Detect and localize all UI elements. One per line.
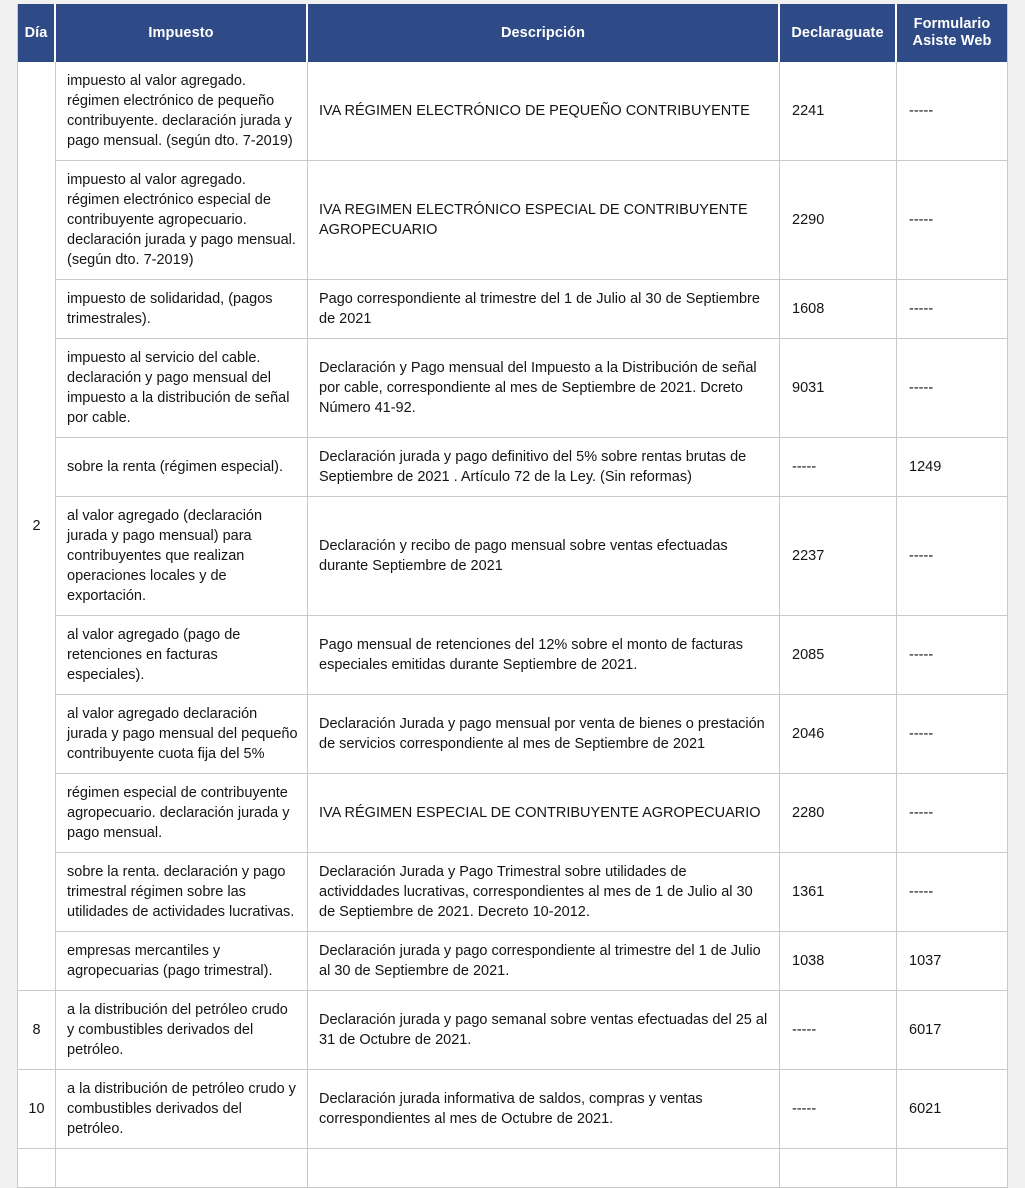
declaraguate-cell: 1038: [780, 932, 897, 991]
impuesto-cell: impuesto al valor agregado. régimen electrónico especial de contribuyente agropecuario. declaración jurada y pago mensual. (según dto. 7-2019): [56, 161, 308, 280]
impuesto-cell: sobre la renta. declaración y pago trimestral régimen sobre las utilidades de actividades lucrativas.: [56, 853, 308, 932]
descripcion-cell: IVA RÉGIMEN ELECTRÓNICO DE PEQUEÑO CONTRIBUYENTE: [308, 62, 780, 161]
formulario-cell: -----: [897, 497, 1007, 616]
table-row-partial: [18, 1149, 1007, 1188]
formulario-cell: -----: [897, 853, 1007, 932]
formulario-cell: -----: [897, 280, 1007, 339]
declaraguate-cell: 2046: [780, 695, 897, 774]
calendar-table-container: [17, 4, 1008, 1188]
column-header-formulario-line1: Formulario: [913, 16, 991, 33]
declaraguate-cell: 2237: [780, 497, 897, 616]
impuesto-cell: a la distribución del petróleo crudo y combustibles derivados del petróleo.: [56, 991, 308, 1070]
impuesto-cell: impuesto de solidaridad, (pagos trimestrales).: [56, 280, 308, 339]
column-header-formulario-line2: Asiste Web: [912, 33, 992, 49]
column-header-declaraguate[interactable]: Declaraguate: [780, 4, 897, 62]
descripcion-cell: Declaración Jurada y Pago Trimestral sobre utilidades de actividdades lucrativas, correspondientes al mes de 1 de Julio al 30 de Septiembre de 2021. Decreto 10-2012.: [308, 853, 780, 932]
descripcion-cell-partial: [308, 1149, 780, 1188]
declaraguate-cell: -----: [780, 438, 897, 497]
table-row: [18, 280, 1007, 339]
formulario-cell: -----: [897, 339, 1007, 438]
declaraguate-cell: -----: [780, 1070, 897, 1149]
table-row: [18, 774, 1007, 853]
impuesto-cell-partial: [56, 1149, 308, 1188]
descripcion-cell: Pago correspondiente al trimestre del 1 de Julio al 30 de Septiembre de 2021: [308, 280, 780, 339]
impuesto-cell: impuesto al valor agregado. régimen electrónico de pequeño contribuyente. declaración jurada y pago mensual. (según dto. 7-2019): [56, 62, 308, 161]
day-cell-10: 10: [18, 1070, 56, 1149]
formulario-cell: 1037: [897, 932, 1007, 991]
impuesto-cell: al valor agregado (pago de retenciones en facturas especiales).: [56, 616, 308, 695]
descripcion-cell: IVA RÉGIMEN ESPECIAL DE CONTRIBUYENTE AGROPECUARIO: [308, 774, 780, 853]
table-row: [18, 616, 1007, 695]
table-header: [18, 4, 1007, 62]
declaraguate-cell: 2290: [780, 161, 897, 280]
formulario-cell: 6017: [897, 991, 1007, 1070]
impuesto-cell: a la distribución de petróleo crudo y combustibles derivados del petróleo.: [56, 1070, 308, 1149]
formulario-cell: -----: [897, 695, 1007, 774]
impuesto-cell: al valor agregado declaración jurada y pago mensual del pequeño contribuyente cuota fija del 5%: [56, 695, 308, 774]
column-header-descripcion[interactable]: Descripción: [308, 4, 780, 62]
day-cell-2: 2: [18, 62, 56, 991]
impuesto-cell: régimen especial de contribuyente agropecuario. declaración jurada y pago mensual.: [56, 774, 308, 853]
impuesto-cell: impuesto al servicio del cable. declaración y pago mensual del impuesto a la distribución de señal por cable.: [56, 339, 308, 438]
declaraguate-cell: -----: [780, 991, 897, 1070]
table-body: [18, 62, 1007, 1188]
table-row: [18, 497, 1007, 616]
table-row: [18, 339, 1007, 438]
tax-calendar-table: [18, 4, 1007, 1188]
declaraguate-cell: 1361: [780, 853, 897, 932]
declaraguate-cell: 2241: [780, 62, 897, 161]
day-cell-partial: [18, 1149, 56, 1188]
day-cell-8: 8: [18, 991, 56, 1070]
table-row: [18, 438, 1007, 497]
formulario-cell: -----: [897, 62, 1007, 161]
table-row: [18, 932, 1007, 991]
descripcion-cell: Declaración Jurada y pago mensual por venta de bienes o prestación de servicios correspondiente al mes de Septiembre de 2021: [308, 695, 780, 774]
table-row: [18, 991, 1007, 1070]
table-row: [18, 161, 1007, 280]
table-row: [18, 853, 1007, 932]
impuesto-cell: empresas mercantiles y agropecuarias (pago trimestral).: [56, 932, 308, 991]
declaraguate-cell: 9031: [780, 339, 897, 438]
formulario-cell: 6021: [897, 1070, 1007, 1149]
table-header-row: [18, 4, 1007, 62]
descripcion-cell: Declaración jurada y pago semanal sobre ventas efectuadas del 25 al 31 de Octubre de 2021.: [308, 991, 780, 1070]
descripcion-cell: Declaración jurada informativa de saldos, compras y ventas correspondientes al mes de Octubre de 2021.: [308, 1070, 780, 1149]
descripcion-cell: IVA REGIMEN ELECTRÓNICO ESPECIAL DE CONTRIBUYENTE AGROPECUARIO: [308, 161, 780, 280]
formulario-cell: 1249: [897, 438, 1007, 497]
table-row: [18, 62, 1007, 161]
declaraguate-cell: 2280: [780, 774, 897, 853]
declaraguate-cell: 2085: [780, 616, 897, 695]
descripcion-cell: Declaración y Pago mensual del Impuesto a la Distribución de señal por cable, correspondiente al mes de Septiembre de 2021. Dcreto Número 41-92.: [308, 339, 780, 438]
descripcion-cell: Pago mensual de retenciones del 12% sobre el monto de facturas especiales emitidas durante Septiembre de 2021.: [308, 616, 780, 695]
formulario-cell-partial: [897, 1149, 1007, 1188]
declaraguate-cell-partial: [780, 1149, 897, 1188]
table-row: [18, 1070, 1007, 1149]
impuesto-cell: al valor agregado (declaración jurada y pago mensual) para contribuyentes que realizan operaciones locales y de exportación.: [56, 497, 308, 616]
table-row: [18, 695, 1007, 774]
descripcion-cell: Declaración jurada y pago definitivo del 5% sobre rentas brutas de Septiembre de 2021 . Artículo 72 de la Ley. (Sin reformas): [308, 438, 780, 497]
declaraguate-cell: 1608: [780, 280, 897, 339]
column-header-dia[interactable]: Día: [18, 4, 56, 62]
column-header-formulario-asiste-web[interactable]: [897, 4, 1007, 62]
column-header-impuesto[interactable]: Impuesto: [56, 4, 308, 62]
descripcion-cell: Declaración y recibo de pago mensual sobre ventas efectuadas durante Septiembre de 2021: [308, 497, 780, 616]
impuesto-cell: sobre la renta (régimen especial).: [56, 438, 308, 497]
formulario-cell: -----: [897, 161, 1007, 280]
descripcion-cell: Declaración jurada y pago correspondiente al trimestre del 1 de Julio al 30 de Septiembre de 2021.: [308, 932, 780, 991]
formulario-cell: -----: [897, 616, 1007, 695]
formulario-cell: -----: [897, 774, 1007, 853]
